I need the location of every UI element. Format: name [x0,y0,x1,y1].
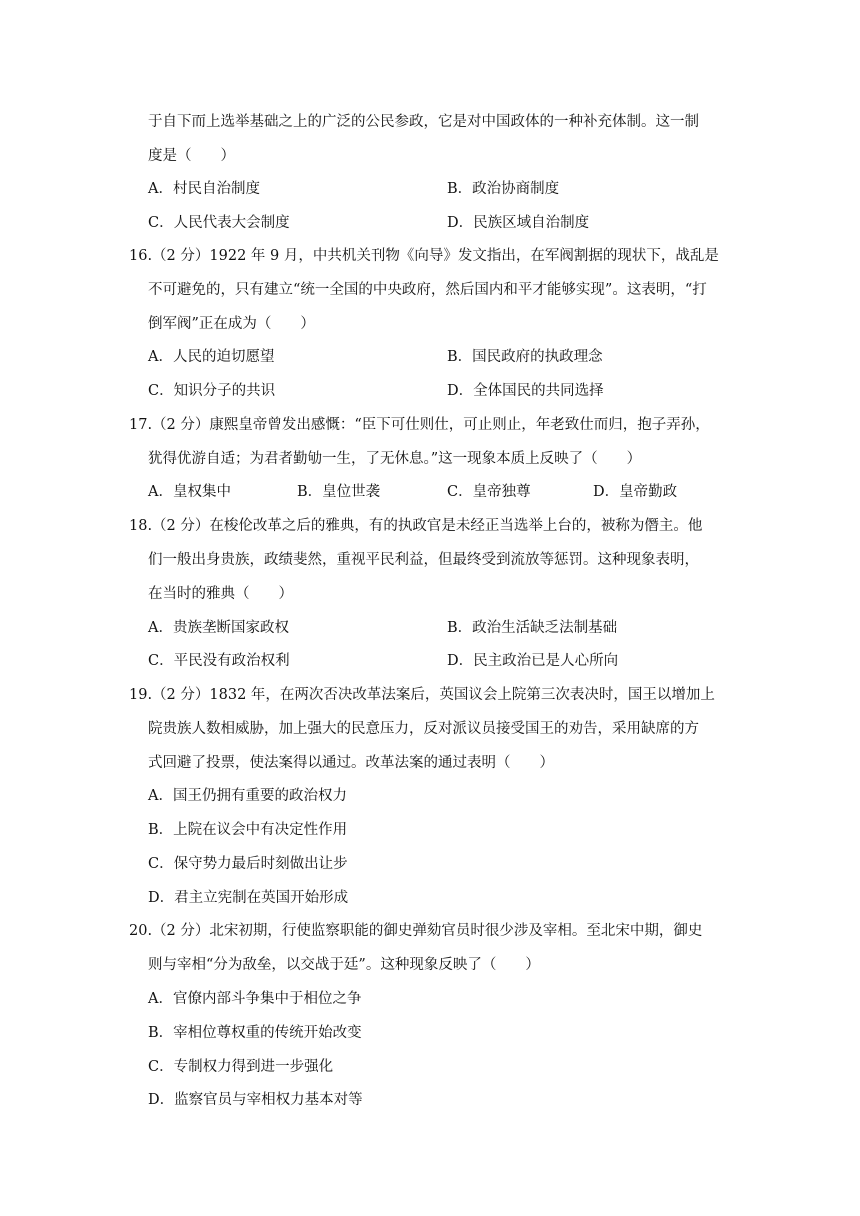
option-c: C．平民没有政治权利 [148,653,290,669]
option-a: A．人民的迫切愿望 [148,349,275,365]
option-a: A．皇权集中 [148,484,231,500]
option-b: B．政治协商制度 [447,181,560,197]
option-d: D．民族区域自治制度 [447,215,590,231]
option-d: D．监察官员与宰相权力基本对等 [148,1092,363,1108]
question-stem-line: 16.（2 分）1922 年 9 月，中共机关刊物《向导》发文指出，在军阀割据的现状下，战乱是 [129,248,719,264]
question-stem-line: 17.（2 分）康熙皇帝曾发出感慨：“臣下可仕则仕，可止则止，年老致仕而归，抱子弄孙， [129,417,710,433]
option-c: C．人民代表大会制度 [148,215,290,231]
question-stem-line: 们一般出身贵族，政绩斐然，重视平民利益，但最终受到流放等惩罚。这种现象表明， [148,552,699,568]
option-a: A．官僚内部斗争集中于相位之争 [148,991,362,1007]
option-a: A．贵族垄断国家政权 [148,620,289,636]
question-stem-line: 犹得优游自适；为君者勤劬一生，了无休息。”这一现象本质上反映了（ ） [148,451,642,467]
option-c: C．皇帝独尊 [447,484,531,500]
question-stem-line: 式回避了投票，使法案得以通过。改革法案的通过表明（ ） [148,755,554,771]
option-b: B．宰相位尊权重的传统开始改变 [148,1025,362,1041]
question-stem-line: 度是（ ） [148,148,235,164]
option-d: D．皇帝勤政 [593,484,678,500]
question-stem-line: 则与宰相“分为敌垒，以交战于廷”。这种现象反映了（ ） [148,957,540,973]
option-c: C．知识分子的共识 [148,383,276,399]
option-b: B．国民政府的执政理念 [447,349,603,365]
question-stem-line: 18.（2 分）在梭伦改革之后的雅典，有的执政官是未经正当选举上台的，被称为僭主。他 [129,518,703,534]
option-c: C．专制权力得到进一步强化 [148,1059,334,1075]
option-b: B．上院在议会中有决定性作用 [148,822,348,838]
question-stem-line: 在当时的雅典（ ） [148,586,293,602]
question-stem-line: 不可避免的，只有建立“统一全国的中央政府，然后国内和平才能够实现”。这表明，“打 [148,282,707,298]
option-a: A．村民自治制度 [148,181,260,197]
option-d: D．民主政治已是人心所向 [447,653,619,669]
question-stem-line: 19.（2 分）1832 年，在两次否决改革法案后，英国议会上院第三次表决时，国王以增加上 [129,687,715,703]
option-d: D．全体国民的共同选择 [447,383,604,399]
question-stem-line: 倒军阀”正在成为（ ） [148,316,315,332]
question-stem-line: 院贵族人数相威胁，加上强大的民意压力，反对派议员接受国王的劝告，采用缺席的方 [148,721,699,737]
option-b: B．皇位世袭 [297,484,381,500]
option-a: A．国王仍拥有重要的政治权力 [148,788,347,804]
question-stem-line: 于自下而上选举基础之上的广泛的公民参政，它是对中国政体的一种补充体制。这一制 [148,114,699,130]
option-c: C．保守势力最后时刻做出让步 [148,856,348,872]
option-b: B．政治生活缺乏法制基础 [447,620,618,636]
question-stem-line: 20.（2 分）北宋初期，行使监察职能的御史弹劾官员时很少涉及宰相。至北宋中期，御史 [129,923,703,939]
option-d: D．君主立宪制在英国开始形成 [148,890,349,906]
